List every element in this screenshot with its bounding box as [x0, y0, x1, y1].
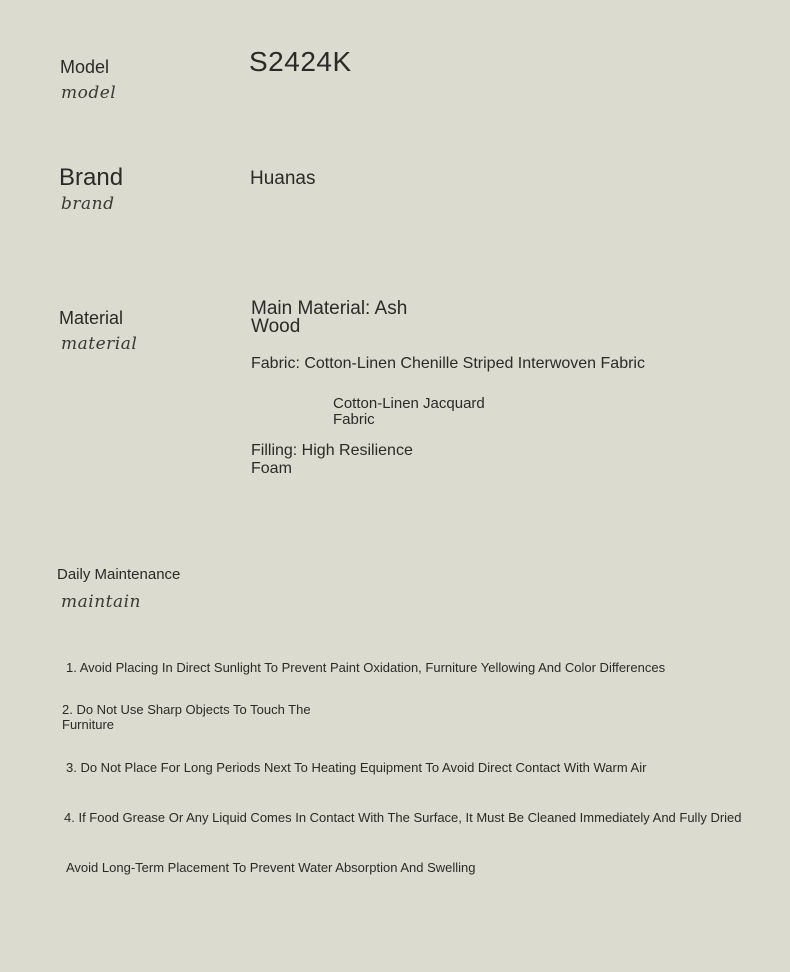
model-label: Model	[60, 57, 110, 77]
maintenance-item-2: 2. Do Not Use Sharp Objects To Touch The Furniture	[62, 702, 311, 732]
model-value: S2424K	[249, 46, 352, 77]
model-sublabel: model	[61, 83, 117, 103]
maintenance-item-4: 4. If Food Grease Or Any Liquid Comes In Contact With The Surface, It Must Be Cleaned Immediately And Fully Dried	[64, 810, 742, 825]
maintenance-item-3: 3. Do Not Place For Long Periods Next To Heating Equipment To Avoid Direct Contact With Warm Air	[66, 760, 647, 775]
maintenance-item-5: Avoid Long-Term Placement To Prevent Water Absorption And Swelling	[66, 860, 476, 875]
main-material-value: Main Material: Ash Wood	[251, 298, 408, 337]
maintenance-label: Daily Maintenance	[57, 566, 181, 583]
maintenance-item-1: 1. Avoid Placing In Direct Sunlight To Prevent Paint Oxidation, Furniture Yellowing And Color Differences	[66, 660, 666, 675]
brand-value: Huanas	[250, 168, 316, 189]
brand-label: Brand	[59, 164, 124, 191]
fabric-value: Fabric: Cotton-Linen Chenille Striped Interwoven Fabric	[251, 355, 645, 372]
material-sublabel: material	[61, 334, 138, 354]
maintenance-sublabel: maintain	[61, 592, 141, 612]
filling-value: Filling: High Resilience Foam	[251, 442, 413, 477]
material-label: Material	[59, 308, 124, 328]
fabric-jacquard-value: Cotton-Linen Jacquard Fabric	[333, 395, 485, 428]
brand-sublabel: brand	[61, 194, 115, 214]
